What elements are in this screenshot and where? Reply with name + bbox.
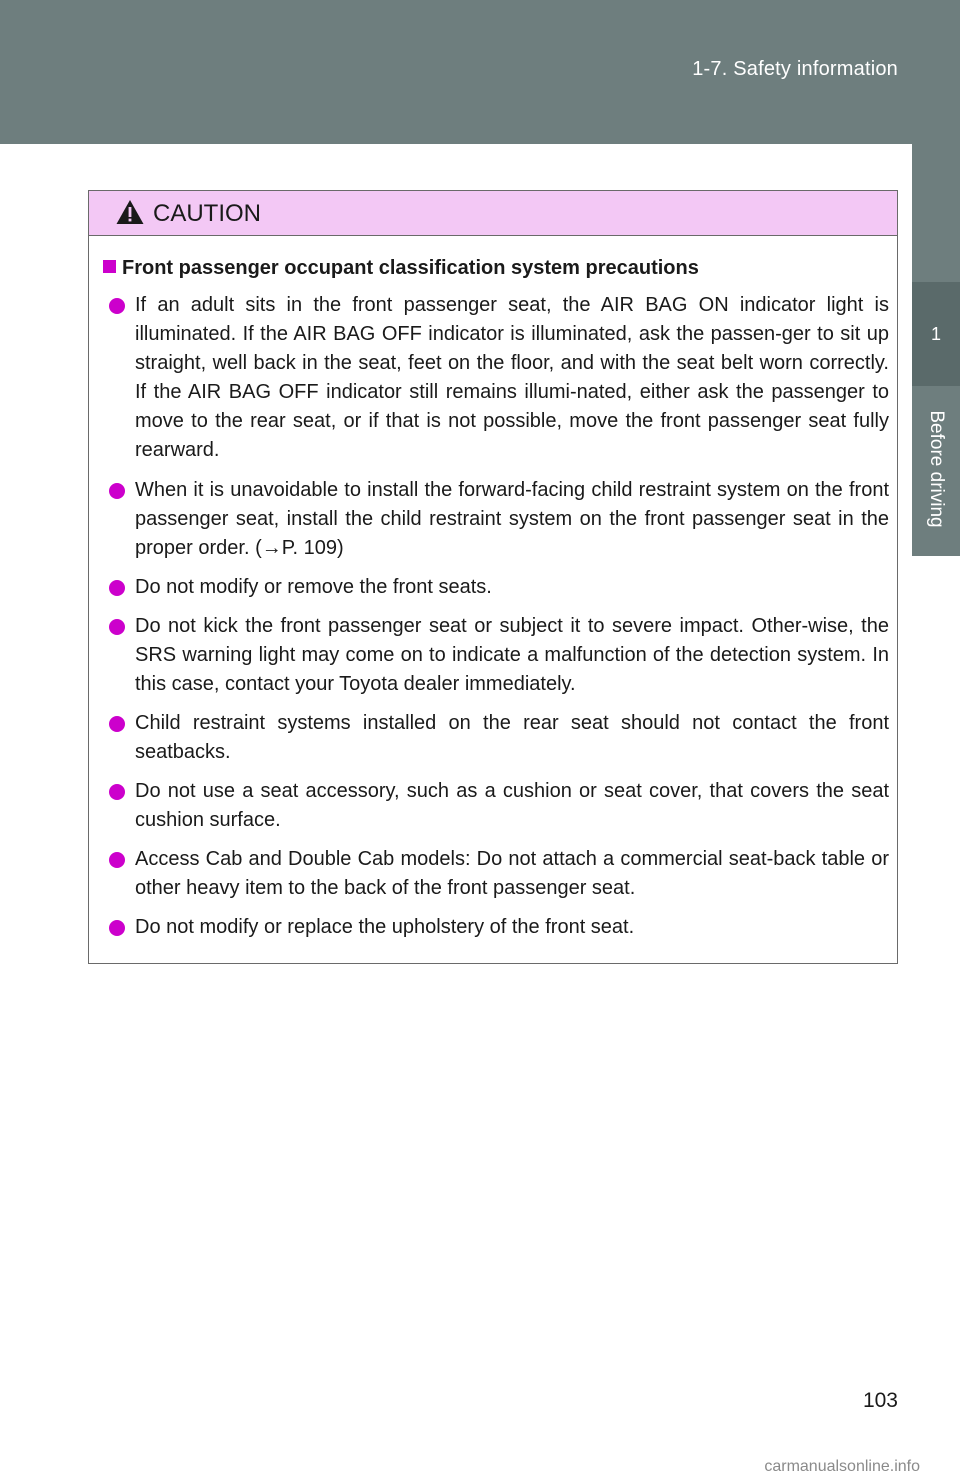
list-item-text: Access Cab and Double Cab models: Do not attach a commercial seat-back table or other heavy item to the back of the front passenger seat.: [135, 848, 889, 899]
chapter-title-vertical: Before driving: [926, 410, 947, 528]
caution-heading-text: Front passenger occupant classification system precautions: [122, 257, 699, 279]
bullet-dot-icon: [109, 784, 125, 800]
list-item-text: Do not modify or replace the upholstery of the front seat.: [135, 916, 635, 938]
caution-title: CAUTION: [153, 200, 261, 227]
chapter-number-tab: 1: [912, 282, 960, 386]
list-item-text: Child restraint systems installed on the rear seat should not contact the front seatbacks.: [135, 712, 889, 763]
caution-box: [88, 190, 898, 964]
bullet-dot-icon: [109, 920, 125, 936]
list-item: [135, 573, 889, 602]
caution-heading: [103, 257, 699, 280]
list-item: [135, 612, 889, 699]
bullet-dot-icon: [109, 716, 125, 732]
list-item-text: Do not modify or remove the front seats.: [135, 576, 492, 598]
list-item: [135, 709, 889, 767]
caution-header: [89, 191, 897, 236]
bullet-dot-icon: [109, 483, 125, 499]
warning-triangle-icon: [115, 198, 145, 226]
section-title: 1-7. Safety information: [692, 58, 898, 80]
page-number: 103: [862, 1389, 898, 1412]
list-item-text: When it is unavoidable to install the forward-facing child restraint system on the front passenger seat, install the child restraint system on the front passenger seat in the proper order. (→P. 109): [135, 479, 889, 559]
bullet-dot-icon: [109, 298, 125, 314]
square-bullet-icon: [103, 260, 116, 273]
list-item: [135, 476, 889, 563]
list-item: [135, 291, 889, 465]
bullet-dot-icon: [109, 852, 125, 868]
list-item: [135, 845, 889, 903]
bullet-dot-icon: [109, 580, 125, 596]
list-item-text: If an adult sits in the front passenger seat, the AIR BAG ON indicator light is illuminated. If the AIR BAG OFF indicator is illuminated, ask the passen-ger to sit up straight, well back in the seat, feet on the floor, and with the seat belt worn correctly. If the AIR BAG OFF indicator still remains illumi-nated, either ask the passenger to move to the rear seat, or if that is not possible, move the front passenger seat fully rearward.: [135, 294, 889, 461]
watermark: carmanualsonline.info: [764, 1458, 920, 1475]
bullet-dot-icon: [109, 619, 125, 635]
list-item-text: Do not kick the front passenger seat or subject it to severe impact. Other-wise, the SRS warning light may come on to indicate a malfunction of the detection system. In this case, contact your Toyota dealer immediately.: [135, 615, 889, 695]
list-item: [135, 913, 889, 942]
list-item-text: Do not use a seat accessory, such as a cushion or seat cover, that covers the seat cushion surface.: [135, 780, 889, 831]
list-item: [135, 777, 889, 835]
